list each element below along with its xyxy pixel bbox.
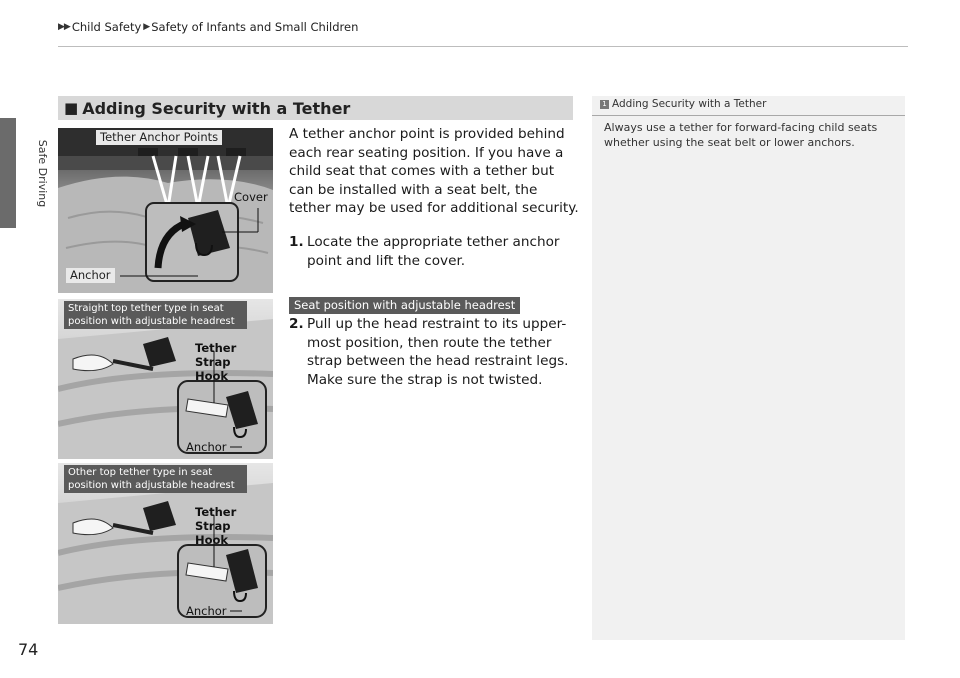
anchor-label: Anchor — [186, 604, 227, 618]
tether-strap-label-line1: Tether Strap — [195, 341, 237, 369]
step-1 — [289, 233, 581, 270]
cover-label: Cover — [234, 190, 268, 204]
step-1-text: Locate the appropriate tether anchor point and lift the cover. — [307, 234, 560, 269]
section-heading — [58, 96, 573, 120]
step-1-number: 1. — [289, 234, 304, 250]
straight-tether-type-tag — [64, 301, 247, 329]
breadcrumb-item-child-safety[interactable]: Child Safety — [71, 20, 142, 34]
figure-tether-anchor-points — [58, 128, 273, 293]
page-number: 74 — [18, 640, 39, 659]
other-tether-tag-line1: Other top tether type in seat — [68, 467, 213, 478]
figure-straight-tether — [58, 299, 273, 459]
step-2-number: 2. — [289, 316, 304, 332]
note-divider — [592, 115, 905, 116]
anchor-label: Anchor — [186, 440, 227, 454]
chapter-tab[interactable] — [0, 118, 52, 228]
section-title: Adding Security with a Tether — [82, 98, 351, 118]
header-divider — [58, 46, 908, 47]
tether-strap-label-line2: Hook — [195, 533, 229, 547]
seat-position-tag: Seat position with adjustable headrest — [289, 297, 520, 314]
section-marker-icon: ■ — [64, 99, 79, 117]
straight-tether-tag-line1: Straight top tether type in seat — [68, 303, 224, 314]
breadcrumb-separator-icon: ▶ — [143, 22, 150, 32]
step-2 — [289, 315, 581, 389]
other-tether-type-tag — [64, 465, 247, 493]
chapter-tab-label: Safe Driving — [36, 139, 50, 207]
breadcrumb — [58, 20, 358, 34]
tether-anchor-points-label: Tether Anchor Points — [96, 130, 222, 145]
tether-strap-hook-label — [195, 341, 273, 383]
note-text: Always use a tether for forward-facing child seats whether using the seat belt or lower anchors. — [604, 121, 878, 149]
note-heading[interactable] — [600, 98, 766, 110]
tether-strap-label-line1: Tether Strap — [195, 505, 237, 533]
other-tether-tag-line2: position with adjustable headrest — [68, 480, 235, 491]
tether-strap-hook-label — [195, 505, 273, 547]
breadcrumb-arrow-icon: ▶▶ — [58, 22, 70, 32]
straight-tether-tag-line2: position with adjustable headrest — [68, 316, 235, 327]
note-heading-text: Adding Security with a Tether — [612, 98, 767, 110]
figure-other-tether — [58, 463, 273, 624]
note-panel — [592, 96, 905, 640]
breadcrumb-item-current[interactable]: Safety of Infants and Small Children — [151, 20, 359, 34]
intro-paragraph: A tether anchor point is provided behind each rear seating position. If you have a child seat that comes with a tether but can be installed with a seat belt, the tether may be used for additional security. — [289, 126, 579, 216]
anchor-label: Anchor — [66, 268, 115, 283]
step-2-text: Pull up the head restraint to its upper-most position, then route the tether strap between the head restraint legs. Make sure the strap is not twisted. — [307, 316, 569, 388]
tether-strap-label-line2: Hook — [195, 369, 229, 383]
note-reference-icon: 1 — [600, 100, 609, 109]
